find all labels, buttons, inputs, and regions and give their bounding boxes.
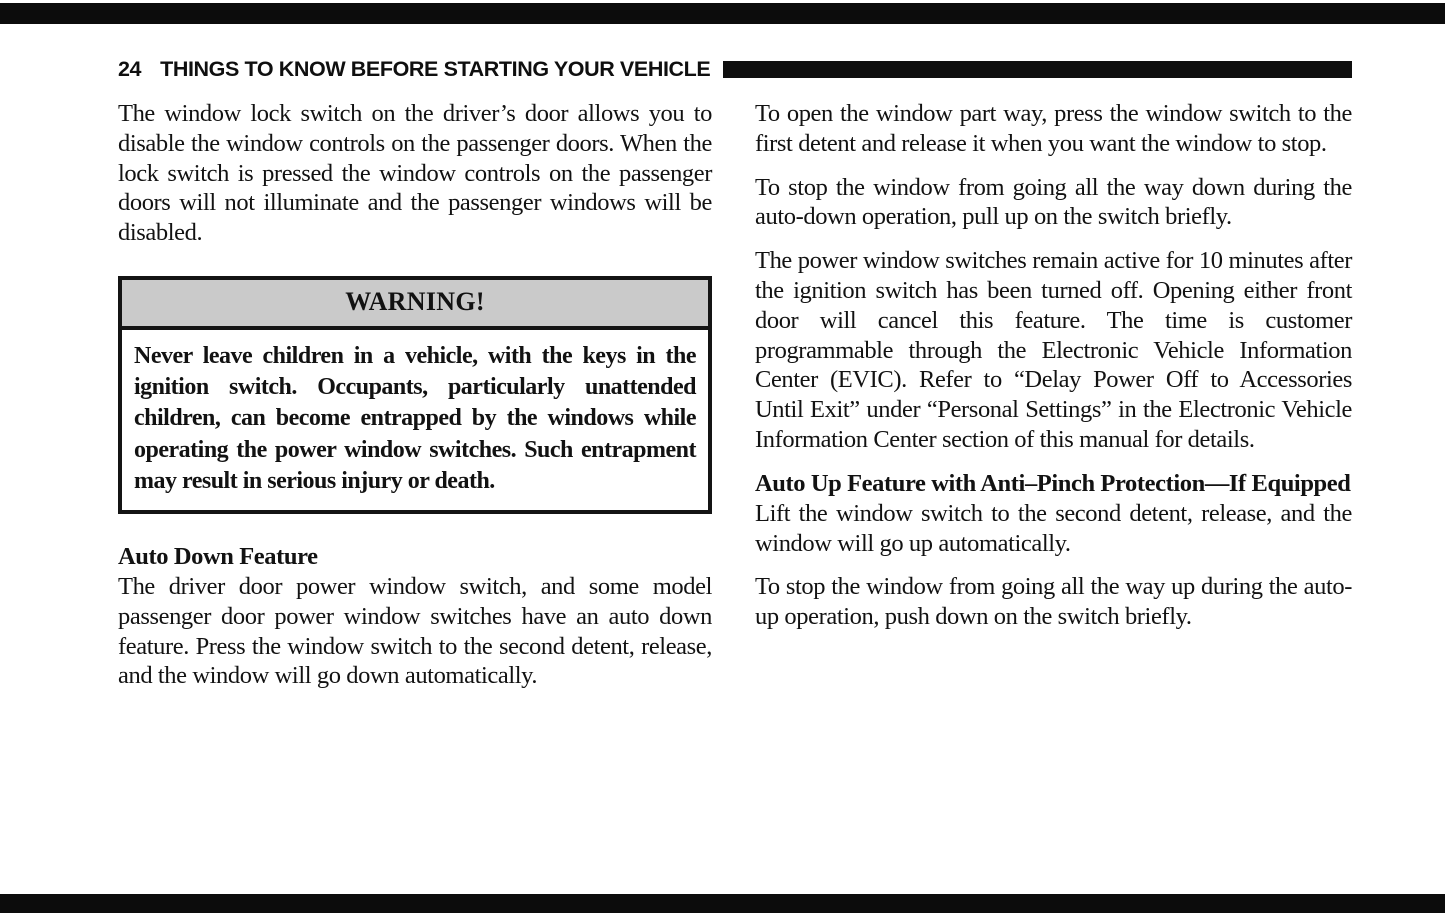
warning-box xyxy=(118,276,712,514)
auto-up-paragraph: Lift the window switch to the second detent, release, and the window will go up automatically. xyxy=(755,499,1352,557)
warning-box-body xyxy=(122,330,708,510)
power-window-timer-paragraph: The power window switches remain active for 10 minutes after the ignition switch has been turned off. Opening either front door will cancel this feature. The time is customer programmable through the Electronic Vehicle Information Center (EVIC). Refer to “Delay Power Off to Accessories Until Exit” under “Personal Settings” in the Electronic Vehicle Information Center section of this manual for details. xyxy=(755,247,1352,453)
scan-edge-bottom xyxy=(0,894,1445,913)
open-partway-paragraph: To open the window part way, press the window switch to the first detent and release it when you want the window to stop. xyxy=(755,100,1352,157)
stop-up-paragraph: To stop the window from going all the way up during the auto-up operation, push down on the switch briefly. xyxy=(755,573,1352,631)
stop-down-paragraph: To stop the window from going all the way down during the auto-down operation, pull up on the switch briefly. xyxy=(755,173,1352,231)
auto-down-heading: Auto Down Feature xyxy=(118,543,318,570)
auto-up-heading: Auto Up Feature with Anti–Pinch Protection—If Equipped xyxy=(755,469,1351,497)
column-left xyxy=(118,99,712,705)
intro-paragraph: The window lock switch on the driver’s door allows you to disable the window controls on the passenger doors. When the lock switch is pressed the window controls on the passenger doors will not illuminate and the passenger windows will be disabled. xyxy=(118,100,712,247)
warning-text: Never leave children in a vehicle, with the keys in the ignition switch. Occupants, particularly unattended children, can become entrapped by the windows while operating the power window switches. Such entrapment may result in serious injury or death. xyxy=(134,342,696,494)
auto-down-paragraph: The driver door power window switch, and some model passenger door power window switches have an auto down feature. Press the window switch to the second detent, release, and the window will go down automatically. xyxy=(118,573,712,690)
scan-edge-top xyxy=(0,3,1445,24)
page-header xyxy=(118,57,1352,82)
chapter-title: THINGS TO KNOW BEFORE STARTING YOUR VEHICLE xyxy=(160,57,711,81)
page-number: 24 xyxy=(118,57,142,81)
content-columns xyxy=(118,99,1352,705)
header-rule xyxy=(723,61,1352,78)
warning-box-header xyxy=(122,280,708,330)
warning-title: WARNING! xyxy=(345,286,485,316)
column-right xyxy=(755,99,1352,705)
